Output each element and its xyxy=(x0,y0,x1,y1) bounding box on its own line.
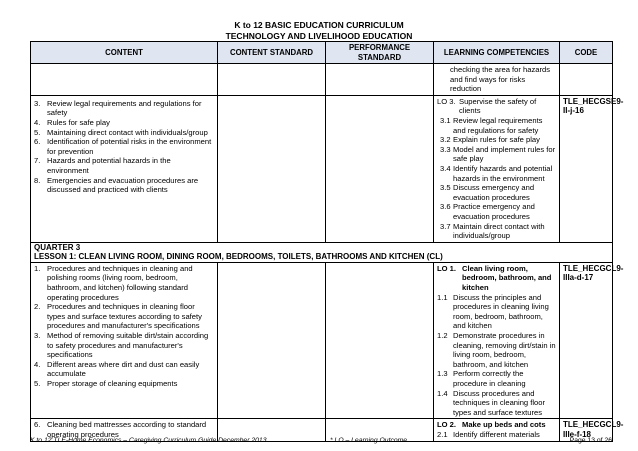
list-item: 2.1 Identify different materials xyxy=(437,429,540,439)
list-item: 3.6 Practice emergency and evacuation procedures xyxy=(440,202,535,221)
list-item: 8. Emergencies and evacuation procedures are discussed and practiced with clients xyxy=(34,175,199,195)
lesson-title: LESSON 1: CLEAN LIVING ROOM, DINING ROOM, BEDROOMS, TOILETS, BATHROOMS AND KITCHEN (CL) xyxy=(34,252,443,262)
competency-cell xyxy=(434,95,560,242)
competency-cell xyxy=(434,262,560,419)
list-item: 4. Different areas where dirt and dust can easily accumulate xyxy=(34,359,200,379)
list-item: 3. Method of removing suitable dirt/stain according to safety procedures and manufacturer's specifications xyxy=(34,331,209,360)
curriculum-table xyxy=(30,41,624,442)
list-item: 5. Maintaining direct contact with individuals/group xyxy=(34,127,208,137)
learning-outcome: LO 3. Supervise the safety of clients xyxy=(437,96,537,116)
list-item: 3.1 Review legal requirements and regulations for safety xyxy=(440,115,543,135)
list-item: 3.2 Explain rules for safe play xyxy=(440,135,540,145)
column-header-content-standard: CONTENT STANDARD xyxy=(218,42,326,64)
competency-line: and find ways for risks reduction xyxy=(450,74,526,94)
column-header-code: CODE xyxy=(560,42,613,64)
competency-code: TLE_HECGCL9-IIIa-d-17 xyxy=(560,262,613,419)
footer-note: * LO – Learning Outcome xyxy=(330,437,408,444)
content-cell xyxy=(31,95,218,242)
table-header-row xyxy=(31,42,613,64)
competency-cell xyxy=(434,419,560,441)
list-item: 4. Rules for safe play xyxy=(34,117,110,127)
table-row xyxy=(31,64,613,96)
table-row xyxy=(31,95,613,242)
list-item: 6. Identification of potential risks in the environment for prevention xyxy=(34,137,212,156)
competency-cell xyxy=(434,64,560,96)
list-item: 3. Review legal requirements and regulations for safety xyxy=(34,98,202,118)
quarter-label: QUARTER 3 xyxy=(34,242,81,252)
curriculum-title: K to 12 BASIC EDUCATION CURRICULUM xyxy=(234,20,404,30)
list-item: 1.1 Discuss the principles and procedures in cleaning living room, bedroom, bathroom, and kitchen xyxy=(437,292,549,331)
footer-guide-title: K to 12 TLE-Home Economics – Caregiving Curriculum Guide December 2013 xyxy=(30,437,267,444)
column-header-performance-standard: PERFORMANCE STANDARD xyxy=(326,42,434,64)
list-item: 2. Procedures and techniques in cleaning floor types and surface textures according to safety procedures and manufacturer's specifications xyxy=(34,302,202,331)
list-item: 1.3 Perform correctly the procedure in cleaning xyxy=(437,369,526,388)
table-row xyxy=(31,262,613,419)
list-item: 3.7 Maintain direct contact with individuals/group xyxy=(440,221,545,241)
list-item: 1. Procedures and techniques in cleaning and polishing rooms (living room, bedroom, bathroom, and kitchen) following standard operating procedures xyxy=(34,263,193,302)
column-header-content: CONTENT xyxy=(31,42,218,64)
list-item: 3.3 Model and implement rules for safe play xyxy=(440,144,556,164)
competency-line: checking the area for hazards xyxy=(450,65,551,74)
competency-code: TLE_HECGSE9-II-j-16 xyxy=(560,95,613,242)
list-item: 7. Hazards and potential hazards in the environment xyxy=(34,156,171,175)
column-header-learning-competencies: LEARNING COMPETENCIES xyxy=(434,42,560,64)
content-cell xyxy=(31,262,218,419)
list-item: 5. Proper storage of cleaning equipments xyxy=(34,379,178,388)
quarter-cell xyxy=(31,242,613,262)
list-item: 1.2 Demonstrate procedures in cleaning, removing dirt/stain in living room, bedroom, bathroom, and kitchen xyxy=(437,331,556,369)
list-item: 3.5 Discuss emergency and evacuation procedures xyxy=(440,183,535,202)
list-item: 6. Cleaning bed mattresses according to standard operating procedures xyxy=(34,420,207,439)
competency-code: TLE_HECGCL9-IIIe-f-18 xyxy=(560,419,613,441)
list-item: 1.4 Discuss procedures and techniques in cleaning floor types and surface textures xyxy=(437,388,546,417)
list-item: 3.4 Identify hazards and potential hazards in the environment xyxy=(440,163,553,183)
learning-outcome: LO 1. Clean living room, bedroom, bathroom, and kitchen xyxy=(437,263,552,293)
quarter-row xyxy=(31,242,613,262)
page-number: Page 13 of 26 xyxy=(569,437,612,444)
learning-outcome: LO 2. Make up beds and cots xyxy=(437,420,546,430)
curriculum-subtitle: TECHNOLOGY AND LIVELIHOOD EDUCATION xyxy=(225,31,413,41)
